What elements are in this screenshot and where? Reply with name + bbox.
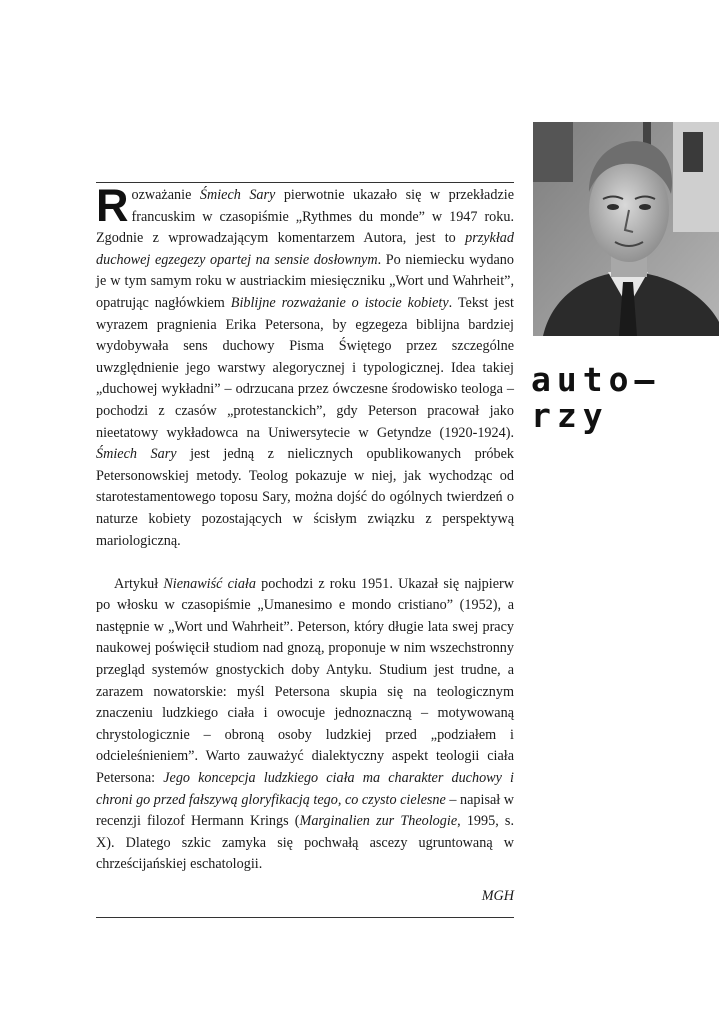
section-title-line2: rzy	[531, 396, 609, 435]
italic-run: Marginalien zur Theologie	[299, 813, 458, 830]
bottom-rule	[96, 917, 514, 918]
portrait-icon	[533, 122, 719, 336]
text-run: . Po niemiecku wydano je w tym samym roku w austriackim miesięczniku „Wort und Wahrheit”, opatrując nagłówkiem	[96, 251, 514, 311]
text-run: pochodzi z roku 1951. Ukazał się najpierw po włosku w czasopiśmie „Umanesimo e mondo cristiano” (1952), a następnie w „Wort und Wahrheit”. Peterson, który długie lata swej pracy naukowej poświęcił studiom nad gnozą, proponuje w nim wszechstronny przegląd systemów gnostyckich doby Antyku. Studium jest trudne, a zarazem nowatorskie: myśl Petersona skupia się na teologicznym znaczeniu ludzkiego ciała i owocuje jednoznaczną – motywowaną chrystologicznie – obroną osoby ludzkiej przed „podziałem i odcieleśnieniem”. Warto zauważyć dialektyczny aspekt teologii ciała Petersona:	[96, 575, 514, 787]
italic-run: przykład duchowej egzegezy opartej na sensie dosłownym	[96, 230, 514, 268]
text-run: jest jedną z nielicznych opublikowanych próbek Petersonowskiej metody. Teolog pokazuje w niej, jak wychodząc od starotestamentowego toposu Sary, można dojść do ogólnych twierdzeń o naturze kobiety pozostających w ścisłym związku z perspektywą mariologiczną.	[96, 446, 514, 549]
text-run: ozważanie	[131, 187, 200, 203]
paragraph-2	[96, 574, 514, 876]
text-run: . Tekst jest wyrazem pragnienia Erika Petersona, by egzegeza biblijna bardziej wydobywała sens duchowy Pisma Świętego przez szczególne uwzględnienie jego warstwy alegorycznej i typologicznej. Idea takiej „duchowej wykładni” – odrzucana przez ówczesne środowisko teologa – pochodzi z czasów „protestanckich”, gdy Peterson pracował jako nieetatowy wykładowca na Uniwersytecie w Getyndze (1920-1924).	[96, 294, 515, 441]
section-title	[531, 362, 660, 434]
portrait-photo	[533, 122, 719, 336]
italic-run: Biblijne rozważanie o istocie kobiety	[230, 294, 449, 311]
italic-run: Śmiech Sary	[199, 187, 276, 203]
italic-run: Nienawiść ciała	[163, 575, 256, 592]
article-body	[96, 180, 515, 876]
drop-cap: R	[96, 180, 129, 231]
italic-run: Jego koncepcja ludzkiego ciała ma charakter duchowy i chroni go przed fałszywą gloryfikacją tego, co czysto cielesne	[96, 770, 514, 808]
italic-run: Śmiech Sary	[96, 446, 177, 463]
text-run: Artykuł	[114, 575, 164, 592]
paragraph-1	[96, 180, 515, 552]
text-run: – napisał w recenzji filozof Hermann Krings (	[96, 791, 514, 830]
signature: MGH	[481, 888, 514, 904]
section-title-line1: auto–	[531, 360, 661, 399]
text-run: , 1995, s. X). Dlatego szkic zamyka się pochwałą ascezy ugruntowaną w chrześcijańskiej eschatologii.	[96, 813, 514, 873]
top-rule	[96, 182, 514, 183]
text-run: pierwotnie ukazało się w przekładzie francuskim w czasopiśmie „Rythmes du monde” w 1947 roku. Zgodnie z wprowadzającym komentarzem Autora, jest to	[96, 187, 514, 247]
